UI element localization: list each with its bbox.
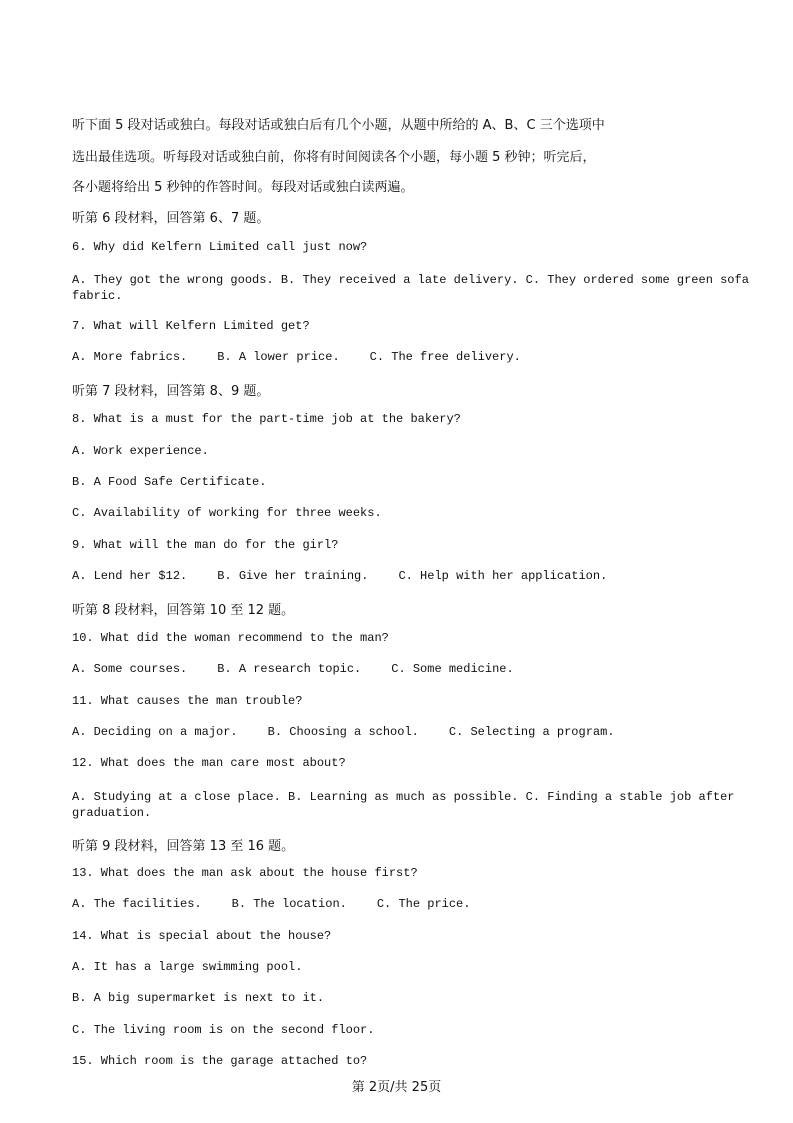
- question-stem: 10. What did the woman recommend to the man?: [72, 631, 389, 645]
- section-heading: 听第 9 段材料，回答第 13 至 16 题。: [72, 839, 295, 854]
- question-stem: 12. What does the man care most about?: [72, 756, 346, 770]
- option-a: A. Work experience.: [72, 444, 209, 458]
- question-options: [72, 350, 521, 364]
- option-a: A. Some courses.: [72, 662, 188, 676]
- option-b: B. Give her training.: [217, 569, 369, 583]
- question-stem: 6. Why did Kelfern Limited call just now?: [72, 240, 368, 254]
- option-a: A. It has a large swimming pool.: [72, 960, 303, 974]
- option-c: C. Some medicine.: [391, 662, 514, 676]
- question-options: [72, 569, 607, 583]
- section-heading: 听第 6 段材料，回答第 6、7 题。: [72, 211, 270, 226]
- question-stem: 13. What does the man ask about the house first?: [72, 866, 418, 880]
- instructions-line-2: 选出最佳选项。听每段对话或独白前，你将有时间阅读各个小题，每小题 5 秒钟；听完后，: [72, 150, 596, 165]
- option-b: B. A research topic.: [217, 662, 362, 676]
- instructions-line-1: 听下面 5 段对话或独白。每段对话或独白后有几个小题，从题中所给的 A、B、C 三个选项中: [72, 118, 605, 133]
- option-b: B. A Food Safe Certificate.: [72, 475, 267, 489]
- option-a: A. Deciding on a major.: [72, 725, 238, 739]
- question-stem: 11. What causes the man trouble?: [72, 694, 303, 708]
- question-options: [72, 662, 514, 676]
- question-stem: 7. What will Kelfern Limited get?: [72, 319, 310, 333]
- question-options: A. They got the wrong goods. B. They received a late delivery. C. They ordered some green sofa fabric.: [72, 273, 749, 303]
- option-b: B. A lower price.: [217, 350, 340, 364]
- section-heading: 听第 7 段材料，回答第 8、9 题。: [72, 384, 270, 399]
- page-number-footer: 第 2页/共 25页: [351, 1080, 442, 1095]
- question-stem: 15. Which room is the garage attached to?: [72, 1054, 368, 1068]
- option-c: C. Help with her application.: [398, 569, 608, 583]
- option-b: B. The location.: [231, 897, 347, 911]
- question-options: [72, 725, 615, 739]
- option-c: C. Selecting a program.: [448, 725, 615, 739]
- option-b: B. Choosing a school.: [267, 725, 419, 739]
- question-stem: 9. What will the man do for the girl?: [72, 538, 339, 552]
- question-stem: 8. What is a must for the part-time job at the bakery?: [72, 412, 461, 426]
- option-c: C. The living room is on the second floor.: [72, 1023, 375, 1037]
- option-c: C. The price.: [376, 897, 471, 911]
- option-a: A. More fabrics.: [72, 350, 188, 364]
- option-a: A. The facilities.: [72, 897, 202, 911]
- option-c: C. The free delivery.: [369, 350, 521, 364]
- question-stem: 14. What is special about the house?: [72, 929, 332, 943]
- question-options: [72, 897, 470, 911]
- option-c: C. Availability of working for three weeks.: [72, 506, 382, 520]
- option-b: B. A big supermarket is next to it.: [72, 991, 325, 1005]
- option-a: A. Lend her $12.: [72, 569, 188, 583]
- question-options: A. Studying at a close place. B. Learning as much as possible. C. Finding a stable job after graduation.: [72, 790, 735, 820]
- section-heading: 听第 8 段材料，回答第 10 至 12 题。: [72, 603, 295, 618]
- instructions-line-3: 各小题将给出 5 秒钟的作答时间。每段对话或独白读两遍。: [72, 180, 414, 195]
